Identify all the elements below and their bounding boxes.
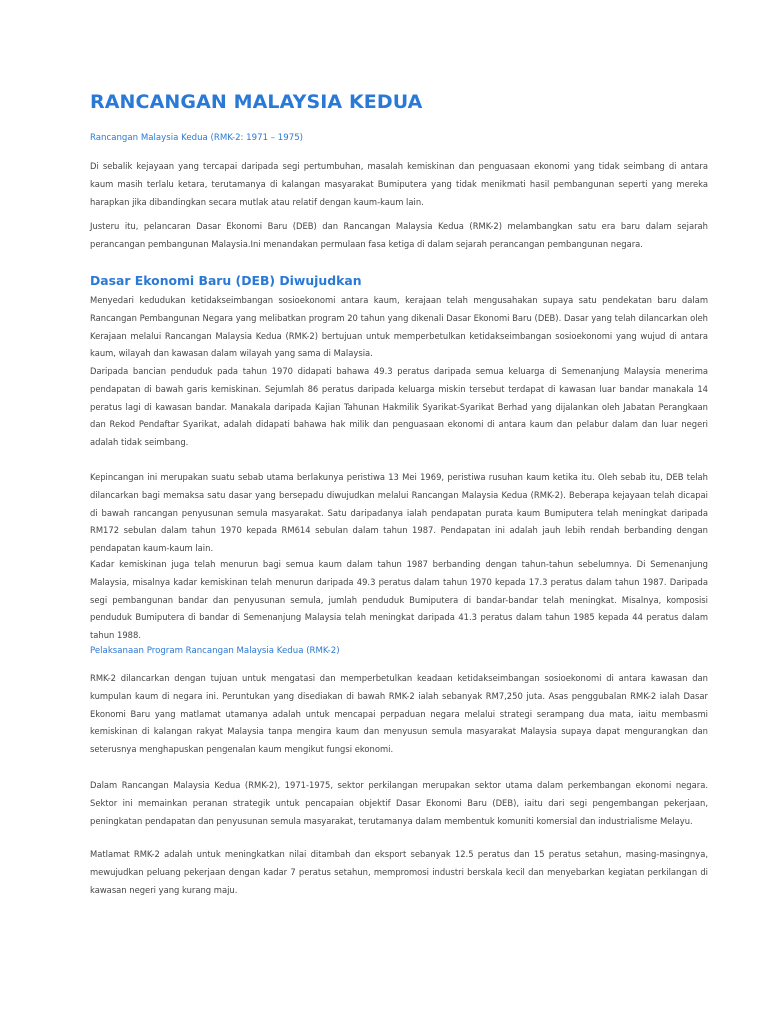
document-title: RANCANGAN MALAYSIA KEDUA xyxy=(90,91,423,113)
rmk2-paragraph-3: Matlamat RMK-2 adalah untuk meningkatkan nilai ditambah dan eksport sebanyak 12.5 peratus dan 15 peratus setahun, masing-masingnya, mewujudkan peluang pekerjaan dengan kadar 7 peratus setahun, mempromosi industri berskala kecil dan menyebarkan kegiatan perkilangan di kawasan negeri yang kurang maju. xyxy=(90,849,708,895)
section-heading-deb: Dasar Ekonomi Baru (DEB) Diwujudkan xyxy=(90,273,362,289)
document-subtitle: Rancangan Malaysia Kedua (RMK-2: 1971 – 1975) xyxy=(90,133,304,143)
deb-paragraph-4: Kadar kemiskinan juga telah menurun bagi semua kaum dalam tahun 1987 berbanding dengan tahun-tahun sebelumnya. Di Semenanjung Malaysia, misalnya kadar kemiskinan telah menurun daripada 49.3 peratus dalam tahun 1970 kepada 17.3 peratus dalam tahun 1987. Daripada segi pembangunan bandar dan penyusunan semula, jumlah penduduk Bumiputera di bandar-bandar telah meningkat. Misalnya, komposisi penduduk Bumiputera di bandar di Semenanjung Malaysia telah meningkat daripada 41.3 peratus dalam tahun 1985 kepada 44 peratus dalam tahun 1988. xyxy=(90,559,708,641)
deb-paragraph-3: Kepincangan ini merupakan suatu sebab utama berlakunya peristiwa 13 Mei 1969, peristiwa rusuhan kaum ketika itu. Oleh sebab itu, DEB telah dilancarkan bagi memaksa satu dasar yang bersepadu diwujudkan melalui Rancangan Malaysia Kedua (RMK-2). Beberapa kejayaan telah dicapai di bawah rancangan penyusunan semula masyarakat. Satu daripadanya ialah pendapatan purata kaum Bumiputera telah meningkat daripada RM172 sebulan dalam tahun 1970 kepada RM614 sebulan dalam tahun 1987. Pendapatan ini adalah jauh lebih rendah berbanding dengan pendapatan kaum-kaum lain. xyxy=(90,472,708,554)
rmk2-paragraph-2: Dalam Rancangan Malaysia Kedua (RMK-2), 1971-1975, sektor perkilangan merupakan sektor utama dalam perkembangan ekonomi negara. Sektor ini memainkan peranan strategik untuk pencapaian objektif Dasar Ekonomi Baru (DEB), iaitu dari segi pengembangan pekerjaan, peningkatan pendapatan dan penyusunan semula masyarakat, terutamanya dalam membentuk komuniti komersial dan industrialisme Melayu. xyxy=(90,780,708,826)
rmk2-paragraph-1: RMK-2 dilancarkan dengan tujuan untuk mengatasi dan memperbetulkan keadaan ketidakseimbangan sosioekonomi di antara kawasan dan kumpulan kaum di negara ini. Peruntukan yang disediakan di bawah RMK-2 ialah sebanyak RM7,250 juta. Asas penggubalan RMK-2 ialah Dasar Ekonomi Baru yang matlamat utamanya adalah untuk mencapai perpaduan negara melalui strategi serampang dua mata, iaitu membasmi kemiskinan di kalangan rakyat Malaysia tanpa mengira kaum dan menyusun semula masyarakat Malaysia supaya dapat mengurangkan dan seterusnya menghapuskan pengenalan kaum mengikut fungsi ekonomi. xyxy=(90,673,708,755)
section-subheading-rmk2: Pelaksanaan Program Rancangan Malaysia Kedua (RMK-2) xyxy=(90,646,340,656)
deb-paragraph-1: Menyedari kedudukan ketidakseimbangan sosioekonomi antara kaum, kerajaan telah mengusahakan supaya satu pendekatan baru dalam Rancangan Pembangunan Negara yang melibatkan program 20 tahun yang dikenali Dasar Ekonomi Baru (DEB). Dasar yang telah dilancarkan oleh Kerajaan melalui Rancangan Malaysia Kedua (RMK-2) bertujuan untuk memperbetulkan ketidakseimbangan sosioekonomi yang wujud di antara kaum, wilayah dan kawasan dalam wilayah yang sama di Malaysia. xyxy=(90,295,708,359)
intro-paragraph-1: Di sebalik kejayaan yang tercapai daripada segi pertumbuhan, masalah kemiskinan dan penguasaan ekonomi yang tidak seimbang di antara kaum masih terlalu ketara, terutamanya di kalangan masyarakat Bumiputera yang tidak menikmati hasil pembangunan seperti yang mereka harapkan jika dibandingkan secara mutlak atau relatif dengan kaum-kaum lain. xyxy=(90,161,708,207)
deb-paragraph-2: Daripada bancian penduduk pada tahun 1970 didapati bahawa 49.3 peratus daripada semua keluarga di Semenanjung Malaysia menerima pendapatan di bawah garis kemiskinan. Sejumlah 86 peratus daripada keluarga miskin tersebut terdapat di kawasan luar bandar manakala 14 peratus lagi di kawasan bandar. Manakala daripada Kajian Tahunan Hakmilik Syarikat-Syarikat Berhad yang dijalankan oleh Jabatan Perangkaan dan Rekod Pendaftar Syarikat, adalah didapati bahawa hak milik dan penguasaan ekonomi di antara kaum dan pelabur dalam dan luar negeri adalah tidak seimbang. xyxy=(90,366,708,448)
intro-paragraph-2: Justeru itu, pelancaran Dasar Ekonomi Baru (DEB) dan Rancangan Malaysia Kedua (RMK-2) melambangkan satu era baru dalam sejarah perancangan pembangunan Malaysia.Ini menandakan permulaan fasa ketiga di dalam sejarah perancangan pembangunan negara. xyxy=(90,221,708,249)
